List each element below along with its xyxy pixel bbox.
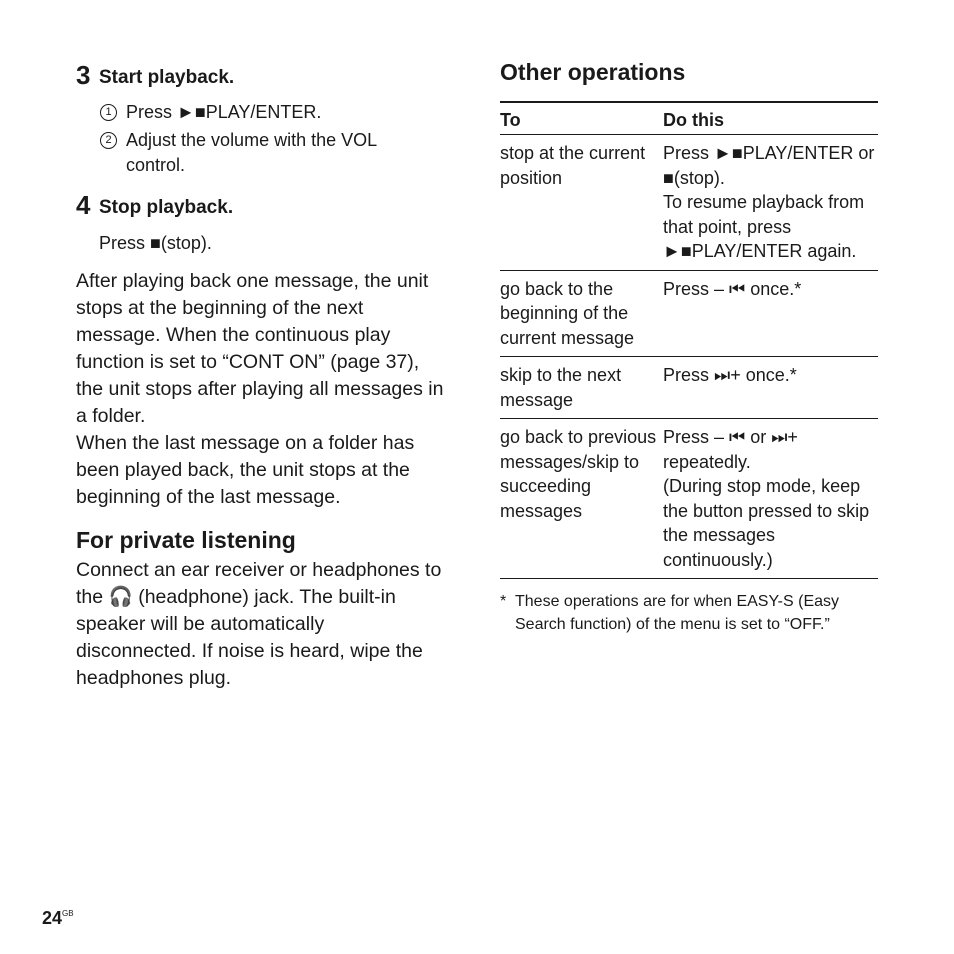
right-column bbox=[500, 58, 878, 636]
page-number-suffix: GB bbox=[62, 909, 74, 918]
step-title: Start playback. bbox=[99, 67, 235, 88]
column-header: Do this bbox=[663, 102, 878, 135]
section-heading: For private listening bbox=[76, 527, 296, 553]
circled-number-marker: 2 bbox=[100, 132, 117, 149]
paragraph: Connect an ear receiver or headphones to the 🎧 (headphone) jack. The built-in speaker will be automatically disconnected. If noise is heard, wipe the headphones plug. bbox=[76, 559, 442, 689]
table-cell: stop at the current position bbox=[500, 135, 663, 271]
table-cell: skip to the next message bbox=[500, 357, 663, 419]
page-number bbox=[42, 908, 74, 929]
table-cell: go back to the beginning of the current message bbox=[500, 270, 663, 357]
table-row bbox=[500, 135, 878, 271]
step-4 bbox=[76, 190, 446, 223]
table-row bbox=[500, 357, 878, 419]
table-cell: go back to previous messages/skip to succeeding messages bbox=[500, 419, 663, 579]
paragraph: When the last message on a folder has been played back, the unit stops at the beginning of the last message. bbox=[76, 432, 415, 508]
section-heading: Other operations bbox=[500, 59, 686, 85]
page-number-value: 24 bbox=[42, 908, 63, 928]
table-cell: Press – ⏮ or ⏭+ repeatedly. (During stop mode, keep the button pressed to skip the messages continuously.) bbox=[663, 419, 878, 579]
circled-number-marker: 1 bbox=[100, 104, 117, 121]
column-header: To bbox=[500, 102, 663, 135]
footnote-mark: * bbox=[500, 593, 507, 610]
step-number: 3 bbox=[76, 60, 91, 90]
table-header-row bbox=[500, 102, 878, 135]
step-title: Stop playback. bbox=[99, 197, 234, 218]
substep-text: Adjust the volume with the VOL control. bbox=[126, 130, 377, 175]
paragraph: After playing back one message, the unit stops at the beginning of the next message. When the continuous play function is set to “CONT ON” (page 37), the unit stops after playing all messages in a folder. bbox=[76, 270, 444, 427]
substep-2 bbox=[100, 128, 446, 178]
step-4-text: Press ■(stop). bbox=[99, 233, 212, 253]
operations-table bbox=[500, 101, 878, 579]
step-3 bbox=[76, 60, 446, 93]
footnote bbox=[500, 590, 878, 636]
table-cell: Press ►■PLAY/ENTER or ■(stop). To resume playback from that point, press ►■PLAY/ENTER again. bbox=[663, 135, 878, 271]
table-cell: Press ⏭+ once.* bbox=[663, 357, 878, 419]
left-column bbox=[76, 60, 446, 692]
substep-text: Press ►■PLAY/ENTER. bbox=[126, 102, 322, 122]
substep-1 bbox=[100, 100, 446, 125]
footnote-text: These operations are for when EASY-S (Easy Search function) of the menu is set to “OFF.” bbox=[515, 593, 840, 633]
table-row bbox=[500, 270, 878, 357]
step-number: 4 bbox=[76, 190, 91, 220]
table-cell: Press – ⏮ once.* bbox=[663, 270, 878, 357]
table-row bbox=[500, 419, 878, 579]
